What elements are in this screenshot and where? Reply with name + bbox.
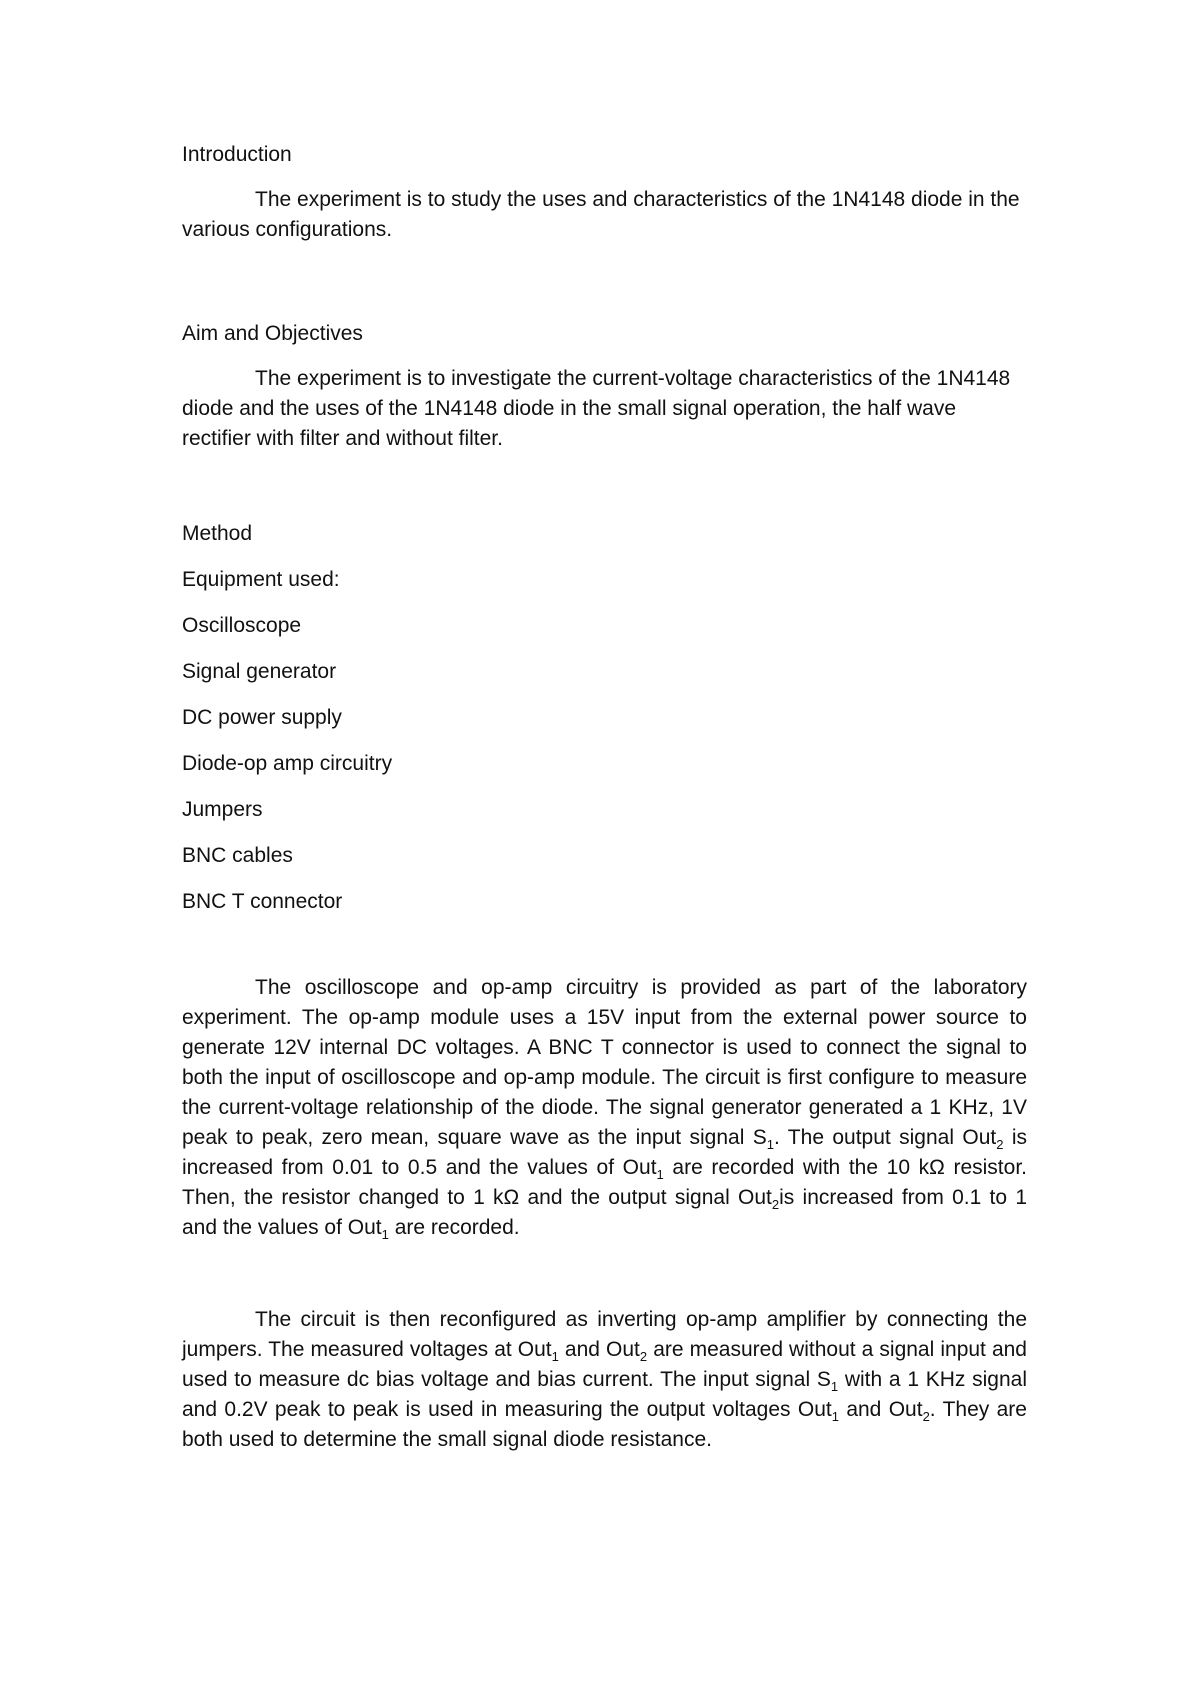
subscript: 2 (771, 1197, 780, 1213)
subscript: 1 (830, 1379, 839, 1395)
document-page (182, 140, 1027, 1455)
subscript: 1 (766, 1137, 774, 1153)
equipment-item: Diode-op amp circuitry (182, 752, 393, 775)
method-paragraph-1 (182, 973, 1027, 1243)
equipment-heading: Equipment used: (182, 568, 340, 591)
method-heading: Method (182, 522, 253, 545)
introduction-text: The experiment is to study the uses and characteristics of the 1N4148 diode in the various configurations. (182, 188, 1020, 241)
method-paragraph-2 (182, 1305, 1027, 1455)
text-run: is increased from 0.01 to 0.5 and the values of Out (182, 1126, 1027, 1179)
equipment-item: BNC cables (182, 844, 293, 867)
subscript: 1 (831, 1409, 839, 1425)
equipment-item: Signal generator (182, 660, 337, 683)
text-run: . They are both used to determine the small signal diode resistance. (182, 1398, 1027, 1451)
subscript: 2 (996, 1137, 1004, 1153)
equipment-item: DC power supply (182, 706, 342, 729)
text-run: . The output signal Out (773, 1126, 997, 1149)
subscript: 1 (381, 1227, 389, 1243)
text-run: is increased from 0.1 to 1 and the values of Out (182, 1186, 1028, 1239)
aims-text: The experiment is to investigate the current-voltage characteristics of the 1N4148 diode and the uses of the 1N4148 diode in the small signal operation, the half wave rectifier with filter and without filter. (182, 367, 1011, 450)
text-run: are measured without a signal input and used to measure dc bias voltage and bias current. The input signal S (182, 1338, 1027, 1391)
equipment-item: BNC T connector (182, 890, 343, 913)
text-run: The oscilloscope and op-amp circuitry is provided as part of the laboratory experiment. The op-amp module uses a 15V input from the external power source to generate 12V internal DC voltages. A BNC T connector is used to connect the signal to both the input of oscilloscope and op-amp module. The circuit is first configure to measure the current-voltage relationship of the diode. The signal generator generated a 1 KHz, 1V peak to peak, zero mean, square wave as the input signal S (182, 976, 1027, 1149)
equipment-item: Oscilloscope (182, 614, 302, 637)
text-run: and Out (838, 1398, 923, 1421)
subscript: 2 (639, 1349, 648, 1365)
subscript: 1 (656, 1167, 664, 1183)
subscript: 2 (922, 1409, 930, 1425)
text-run: are recorded. (388, 1216, 520, 1239)
equipment-list (182, 611, 1027, 917)
text-run: are recorded with the 10 kΩ resistor. Then, the resistor changed to 1 kΩ and the output signal Out (182, 1156, 1027, 1209)
equipment-item: Jumpers (182, 798, 263, 821)
text-run: and Out (558, 1338, 640, 1361)
introduction-heading: Introduction (182, 143, 292, 166)
aims-heading: Aim and Objectives (182, 322, 363, 345)
text-run: with a 1 KHz signal and 0.2V peak to peak is used in measuring the output voltages Out (182, 1368, 1027, 1421)
text-run: The circuit is then reconfigured as inverting op-amp amplifier by connecting the jumpers. The measured voltages at Out (182, 1308, 1027, 1361)
subscript: 1 (551, 1349, 559, 1365)
